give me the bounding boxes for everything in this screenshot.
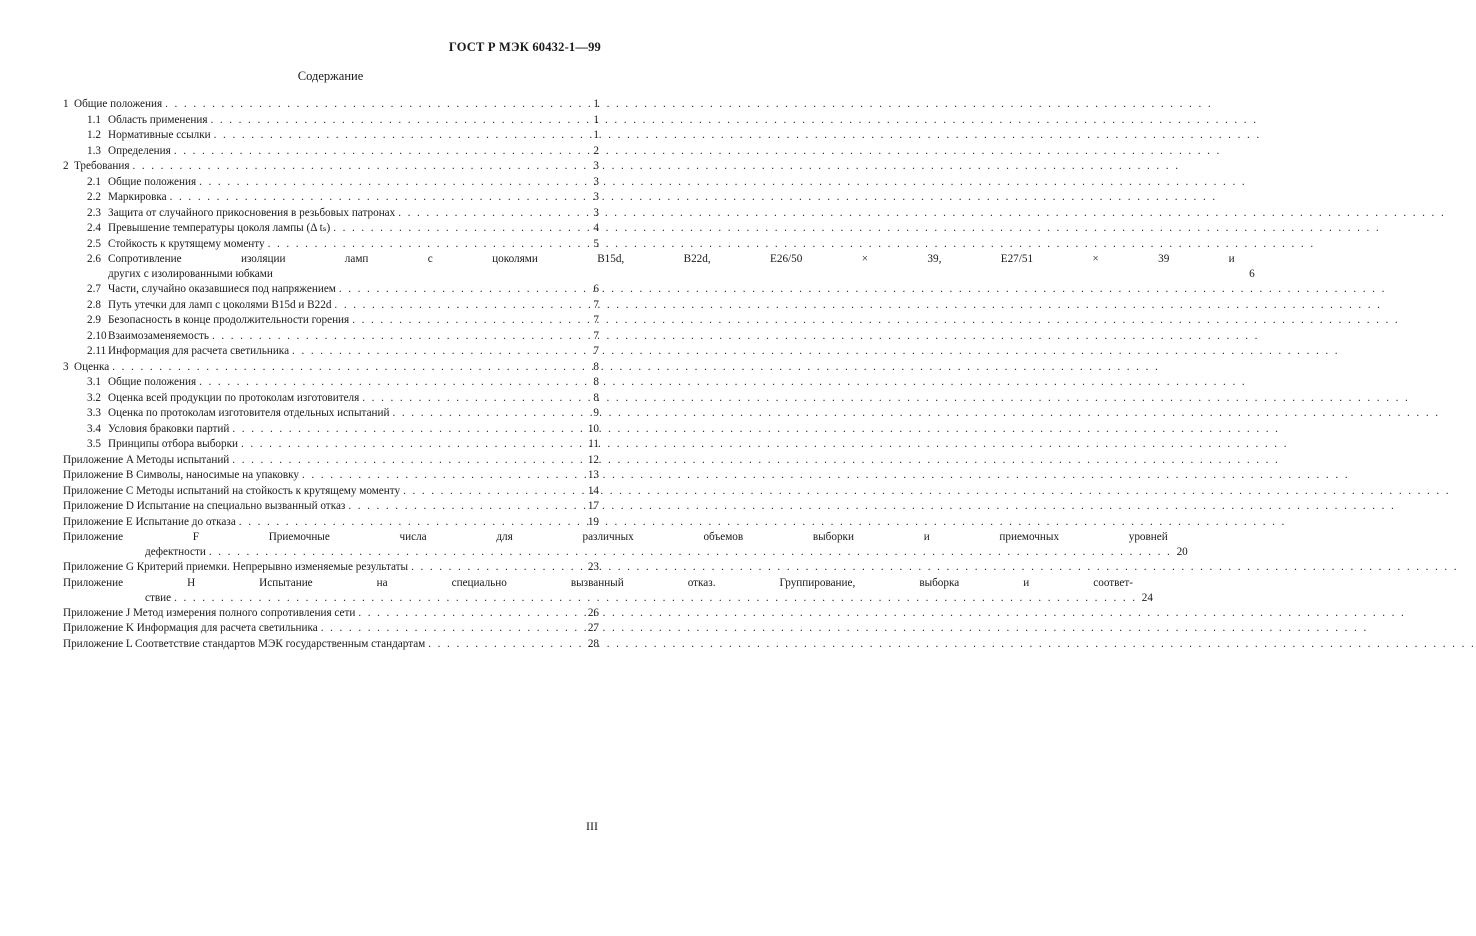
toc-entry-page: 10 <box>587 422 599 435</box>
toc-leader-dots <box>390 406 583 422</box>
toc-entry-number: 2 <box>63 160 69 172</box>
toc-entry-title: Приложение J Метод измерения полного сопротивления сети <box>63 606 356 619</box>
toc-entry[interactable] <box>63 329 599 345</box>
toc-title: Содержание <box>297 69 364 83</box>
toc-entry-page: 9 <box>593 407 599 419</box>
toc-entry[interactable] <box>63 252 1255 282</box>
toc-entry-title: Приложение D Испытание на специально вызванный отказ <box>63 500 346 512</box>
toc-leader-dots <box>265 237 583 253</box>
toc-leader-dots <box>109 360 583 376</box>
toc-entry-number: 3.3 <box>87 407 101 419</box>
toc-entry-page: 7 <box>593 298 599 311</box>
toc-entry-page: 7 <box>593 345 599 357</box>
toc-entry-title: Приложение L Соответствие стандартов МЭК государственным стандартам <box>63 637 426 650</box>
toc-leader-dots <box>129 159 583 175</box>
toc-entry-title-continued: других с изолированными юбками <box>108 268 273 280</box>
toc-leader-dots <box>400 484 583 500</box>
toc-leader-dots <box>331 298 583 314</box>
toc-entry-page: 27 <box>587 622 599 634</box>
toc-entry-annex[interactable] <box>63 576 1153 606</box>
toc-entry-page: 12 <box>587 453 599 466</box>
toc-entry-title: Оценка всей продукции по протоколам изготовителя <box>108 391 360 404</box>
toc-leader-dots <box>408 560 583 576</box>
toc-entry-title: Принципы отбора выборки <box>108 438 238 450</box>
toc-entry-number: 1 <box>63 98 69 110</box>
toc-leader-dots <box>171 591 1137 606</box>
toc-entry-title: Безопасность в конце продолжительности горения <box>108 314 350 326</box>
toc-leader-dots <box>236 515 583 531</box>
toc-entry-page: 5 <box>593 237 599 250</box>
toc-leader-dots <box>211 128 583 144</box>
toc-entry-number: 1.1 <box>87 113 101 126</box>
toc-entry-page: 26 <box>587 606 599 619</box>
toc-entry-title: Приложение F Приемочные числа для различных объемов выборки и приемочных уровней <box>63 531 1168 543</box>
toc-entry-title-continued: ствие <box>145 591 172 604</box>
toc-leader-dots <box>336 282 583 298</box>
toc-entry-page: 1 <box>593 98 599 110</box>
toc-entry-title: Общие положения <box>108 175 197 188</box>
toc-entry-page: 11 <box>588 438 599 450</box>
toc-entry-title: Приложение K Информация для расчета светильника <box>63 622 318 634</box>
toc-entry-title: Оценка по протоколам изготовителя отдельных испытаний <box>108 407 390 419</box>
toc-leader-dots <box>171 144 583 160</box>
toc-entry-page: 3 <box>593 191 599 203</box>
toc-entry-number: 2.6 <box>87 253 101 265</box>
toc-entry-annex[interactable] <box>63 637 599 653</box>
toc-entry[interactable] <box>63 437 599 453</box>
toc-entry-number: 2.8 <box>87 298 101 311</box>
toc-entry-page: 6 <box>593 283 599 295</box>
toc-entry-page: 13 <box>587 469 599 481</box>
toc-entry-title: Приложение B Символы, наносимые на упаковку <box>63 469 300 481</box>
toc-entry[interactable] <box>63 375 599 391</box>
toc-entry-annex[interactable] <box>63 606 599 622</box>
toc-entry[interactable] <box>63 206 599 222</box>
toc-entry-page: 7 <box>593 314 599 326</box>
toc-entry-number: 1.2 <box>87 129 101 141</box>
toc-leader-dots <box>425 637 583 653</box>
toc-entry-page: 3 <box>593 175 599 188</box>
toc-entry-page: 2 <box>593 144 599 157</box>
toc-entry-annex[interactable] <box>63 560 599 576</box>
toc-entry-title: Область применения <box>108 113 208 126</box>
toc-entry[interactable] <box>63 159 599 175</box>
toc-entry-annex[interactable] <box>63 453 599 469</box>
toc-entry-number: 2.5 <box>87 237 101 250</box>
toc-entry-page: 20 <box>1176 546 1188 558</box>
toc-entry[interactable] <box>63 313 599 329</box>
toc-leader-dots <box>330 221 583 237</box>
toc-entry-page: 28 <box>587 637 599 650</box>
toc-entry-page: 4 <box>593 222 599 234</box>
toc-entry-page: 14 <box>587 484 599 497</box>
toc-leader-dots <box>229 453 583 469</box>
toc-entry[interactable] <box>63 391 599 407</box>
toc-entry-page: 19 <box>587 515 599 528</box>
toc-entry-page: 7 <box>593 329 599 342</box>
toc-entry-number: 2.4 <box>87 222 101 234</box>
toc-entry-title: Требования <box>74 160 130 172</box>
toc-entry-number: 2.1 <box>87 175 101 188</box>
toc-entry-page: 23 <box>587 561 599 573</box>
toc-entry-title: Стойкость к крутящему моменту <box>108 237 265 250</box>
toc-entry-title: Приложение A Методы испытаний <box>63 453 230 466</box>
toc-entry-number: 3 <box>63 360 69 373</box>
toc-entry[interactable] <box>63 128 599 144</box>
toc-entry[interactable] <box>63 406 599 422</box>
toc-entry-number: 2.7 <box>87 283 101 295</box>
table-of-contents <box>63 97 1255 652</box>
toc-entry-page: 1 <box>593 129 599 141</box>
toc-leader-dots <box>229 422 583 438</box>
toc-leader-dots <box>162 97 583 113</box>
toc-leader-dots <box>167 190 583 206</box>
toc-entry[interactable] <box>63 144 599 160</box>
toc-entry-title: Нормативные ссылки <box>108 129 211 141</box>
toc-entry-annex[interactable] <box>63 530 1188 560</box>
toc-entry-title: Приложение H Испытание на специально вызванный отказ. Группирование, выборка и соответ- <box>63 576 1133 589</box>
toc-entry-page: 6 <box>1249 268 1255 280</box>
toc-entry-number: 2.11 <box>87 345 107 357</box>
toc-entry-title: Информация для расчета светильника <box>108 345 290 357</box>
toc-leader-dots <box>238 437 583 453</box>
toc-leader-dots <box>209 329 583 345</box>
toc-entry[interactable] <box>63 344 599 360</box>
toc-entry-title: Сопротивление изоляции ламп с цоколями B15d, B22d, E26/50 × 39, E27/51 × 39 и <box>108 253 1235 265</box>
toc-entry-page: 8 <box>593 360 599 373</box>
toc-leader-dots <box>345 499 583 515</box>
toc-entry[interactable] <box>63 221 599 237</box>
toc-entry[interactable] <box>63 298 599 314</box>
toc-entry[interactable] <box>63 422 599 438</box>
toc-entry[interactable] <box>63 190 599 206</box>
toc-entry-page: 3 <box>593 206 599 219</box>
toc-entry[interactable] <box>63 113 599 129</box>
toc-entry-page: 8 <box>593 391 599 404</box>
toc-entry-title: Взаимозаменяемость <box>108 329 209 342</box>
document-code: ГОСТ Р МЭК 60432-1—99 <box>448 40 601 54</box>
toc-leader-dots <box>196 175 583 191</box>
toc-entry-page: 8 <box>593 376 599 388</box>
toc-entry-page: 1 <box>593 113 599 126</box>
toc-entry-annex[interactable] <box>63 468 599 484</box>
toc-leader-dots <box>207 113 583 129</box>
toc-entry-title: Условия браковки партий <box>108 422 230 435</box>
toc-entry-title: Общие положения <box>108 376 197 388</box>
toc-entry-page: 17 <box>587 500 599 512</box>
toc-entry[interactable] <box>63 175 599 191</box>
toc-entry-page: 3 <box>593 160 599 172</box>
toc-entry[interactable] <box>63 97 599 113</box>
toc-entry-title: Приложение E Испытание до отказа <box>63 515 236 528</box>
toc-entry[interactable] <box>63 360 599 376</box>
toc-entry-number: 3.1 <box>87 376 101 388</box>
toc-entry-page: 24 <box>1141 591 1153 604</box>
toc-entry-title: Приложение G Критерий приемки. Непрерывно изменяемые результаты <box>63 561 409 573</box>
toc-entry[interactable] <box>63 237 599 253</box>
toc-entry-number: 3.5 <box>87 438 101 450</box>
toc-entry[interactable] <box>63 282 599 298</box>
toc-leader-dots <box>289 344 583 360</box>
page-number: III <box>586 819 598 833</box>
toc-entry-annex[interactable] <box>63 621 599 637</box>
toc-leader-dots <box>318 621 583 637</box>
toc-leader-dots <box>349 313 583 329</box>
toc-leader-dots <box>206 545 1172 560</box>
toc-entry-number: 2.9 <box>87 314 101 326</box>
toc-entry-title: Части, случайно оказавшиеся под напряжением <box>108 283 336 295</box>
toc-entry-number: 3.2 <box>87 391 101 404</box>
toc-entry-title: Превышение температуры цоколя лампы (Δ tₛ) <box>108 222 331 234</box>
toc-entry-number: 2.10 <box>87 329 107 342</box>
toc-entry-title-continued: дефектности <box>145 546 206 558</box>
toc-entry-number: 1.3 <box>87 144 101 157</box>
toc-leader-dots <box>359 391 583 407</box>
toc-entry-title: Приложение C Методы испытаний на стойкость к крутящему моменту <box>63 484 401 497</box>
toc-entry-title: Общие положения <box>74 98 163 110</box>
toc-entry-title: Защита от случайного прикосновения в резьбовых патронах <box>108 206 396 219</box>
toc-entry-annex[interactable] <box>63 499 599 515</box>
toc-entry-number: 2.3 <box>87 206 101 219</box>
toc-entry-title: Определения <box>108 144 171 157</box>
toc-leader-dots <box>299 468 583 484</box>
toc-entry-title: Путь утечки для ламп с цоколями B15d и B22d <box>108 298 332 311</box>
toc-leader-dots <box>355 606 583 622</box>
toc-entry-annex[interactable] <box>63 515 599 531</box>
toc-entry-annex[interactable] <box>63 484 599 500</box>
toc-leader-dots <box>196 375 583 391</box>
toc-entry-number: 2.2 <box>87 191 101 203</box>
toc-entry-title: Маркировка <box>108 191 167 203</box>
toc-entry-title: Оценка <box>74 360 110 373</box>
toc-leader-dots <box>395 206 583 222</box>
toc-entry-number: 3.4 <box>87 422 101 435</box>
